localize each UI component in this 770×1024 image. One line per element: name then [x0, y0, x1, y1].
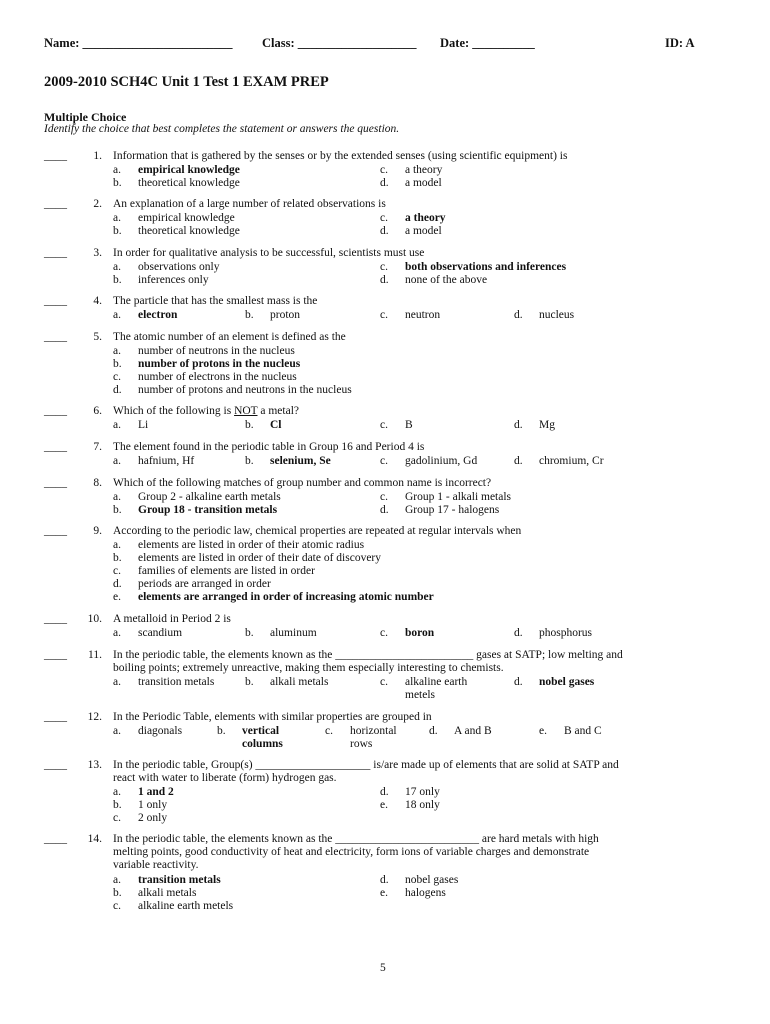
option-text[interactable]: scandium	[138, 627, 183, 639]
option-text[interactable]: metels	[405, 689, 436, 701]
question-stem: Which of the following matches of group number and common name is incorrect?	[113, 477, 492, 489]
option-letter: b.	[113, 552, 122, 564]
option-letter: a.	[113, 627, 121, 639]
option-text[interactable]: rows	[350, 738, 373, 750]
question-stem: The atomic number of an element is defined as the	[113, 331, 346, 343]
option-text[interactable]: Group 18 - transition metals	[138, 504, 278, 516]
option-letter: c.	[113, 900, 121, 912]
option-letter: c.	[113, 371, 121, 383]
option-letter: d.	[380, 504, 389, 516]
option-text[interactable]: neutron	[405, 309, 441, 321]
option-text[interactable]: number of protons and neutrons in the nucleus	[138, 384, 352, 396]
question-number: 5.	[93, 331, 102, 343]
option-text[interactable]: B	[405, 419, 413, 431]
option-letter: a.	[113, 539, 121, 551]
question-stem: The element found in the periodic table in Group 16 and Period 4 is	[113, 441, 425, 453]
option-text[interactable]: chromium, Cr	[539, 455, 604, 467]
option-letter: b.	[245, 627, 254, 639]
answer-blank[interactable]: ____	[44, 525, 67, 537]
answer-blank[interactable]: ____	[44, 759, 67, 771]
name-field-label: Name: ________________________	[44, 36, 233, 50]
option-text[interactable]: selenium, Se	[270, 455, 331, 467]
option-text[interactable]: theoretical knowledge	[138, 177, 240, 189]
option-letter: a.	[113, 309, 121, 321]
option-text[interactable]: alkali metals	[270, 676, 329, 688]
option-letter: d.	[380, 225, 389, 237]
section-instructions: Identify the choice that best completes the statement or answers the question.	[44, 123, 400, 135]
option-text[interactable]: proton	[270, 309, 301, 321]
test-id: ID: A	[665, 36, 695, 50]
option-text[interactable]: none of the above	[405, 274, 488, 286]
option-text[interactable]: elements are arranged in order of increasing atomic number	[138, 591, 434, 603]
question-number: 6.	[93, 405, 102, 417]
question-stem: The particle that has the smallest mass is the	[113, 295, 318, 307]
question-stem: Information that is gathered by the senses or by the extended senses (using scientific equipment) is	[113, 150, 568, 162]
option-letter: d.	[380, 177, 389, 189]
option-letter: a.	[113, 725, 121, 737]
option-letter: c.	[380, 212, 388, 224]
option-text[interactable]: phosphorus	[539, 627, 593, 639]
option-letter: d.	[429, 725, 438, 737]
option-text[interactable]: number of neutrons in the nucleus	[138, 345, 295, 357]
option-text[interactable]: columns	[242, 738, 283, 750]
answer-blank[interactable]: ____	[44, 649, 67, 661]
question-stem: A metalloid in Period 2 is	[113, 613, 231, 625]
option-text[interactable]: observations only	[138, 261, 220, 273]
page-title: 2009-2010 SCH4C Unit 1 Test 1 EXAM PREP	[44, 74, 329, 90]
option-text[interactable]: a model	[405, 225, 442, 237]
stem-fragment: Which of the following is	[113, 405, 235, 417]
option-letter: b.	[245, 419, 254, 431]
option-letter: b.	[113, 225, 122, 237]
option-letter: c.	[380, 261, 388, 273]
option-letter: b.	[113, 504, 122, 516]
option-text[interactable]: both observations and inferences	[405, 261, 567, 273]
option-letter: e.	[113, 591, 121, 603]
question-number: 3.	[93, 247, 102, 259]
option-text[interactable]: hafnium, Hf	[138, 455, 195, 467]
option-text[interactable]: inferences only	[138, 274, 209, 286]
answer-blank[interactable]: ____	[44, 198, 67, 210]
option-letter: b.	[113, 177, 122, 189]
option-text[interactable]: families of elements are listed in order	[138, 565, 315, 577]
option-letter: a.	[113, 786, 121, 798]
option-letter: d.	[380, 786, 389, 798]
answer-blank[interactable]: ____	[44, 441, 67, 453]
question-number: 12.	[87, 711, 102, 723]
option-text[interactable]: Cl	[270, 419, 282, 431]
answer-blank[interactable]: ____	[44, 295, 67, 307]
question-number: 4.	[93, 295, 102, 307]
answer-blank[interactable]: ____	[44, 405, 67, 417]
option-text[interactable]: alkali metals	[138, 887, 197, 899]
option-letter: a.	[113, 212, 121, 224]
option-letter: c.	[380, 309, 388, 321]
option-text[interactable]: nobel gases	[539, 676, 595, 688]
option-text[interactable]: 1 and 2	[138, 786, 174, 798]
question-stem: In the periodic table, the elements known as the _________________________ are hard metals with high	[113, 833, 599, 845]
question-number: 9.	[93, 525, 102, 537]
option-letter: b.	[245, 676, 254, 688]
question-number: 10.	[87, 613, 102, 625]
question-stem: An explanation of a large number of related observations is	[113, 198, 386, 210]
option-text[interactable]: transition metals	[138, 874, 221, 886]
option-letter: e.	[380, 799, 388, 811]
class-field-label: Class: ___________________	[262, 36, 417, 50]
option-text[interactable]: number of electrons in the nucleus	[138, 371, 297, 383]
question-number: 13.	[87, 759, 102, 771]
option-letter: a.	[113, 345, 121, 357]
answer-blank[interactable]: ____	[44, 150, 67, 162]
question-number: 7.	[93, 441, 102, 453]
question-stem: In order for qualitative analysis to be successful, scientists must use	[113, 247, 425, 259]
option-letter: c.	[113, 565, 121, 577]
option-letter: b.	[113, 887, 122, 899]
option-letter: a.	[113, 261, 121, 273]
answer-blank[interactable]: ____	[44, 833, 67, 845]
option-letter: c.	[380, 164, 388, 176]
emphasis-not: NOT	[234, 405, 258, 417]
question-number: 1.	[93, 150, 102, 162]
option-text[interactable]: gadolinium, Gd	[405, 455, 478, 467]
question-stem: According to the periodic law, chemical properties are repeated at regular intervals when	[113, 525, 522, 537]
option-letter: b.	[113, 799, 122, 811]
question-number: 8.	[93, 477, 102, 489]
option-letter: b.	[113, 274, 122, 286]
option-letter: d.	[514, 309, 523, 321]
option-letter: c.	[380, 455, 388, 467]
option-letter: d.	[380, 874, 389, 886]
option-text[interactable]: number of protons in the nucleus	[138, 358, 301, 370]
option-letter: c.	[380, 627, 388, 639]
stem-fragment: a metal?	[257, 405, 300, 417]
option-text[interactable]: Group 2 - alkaline earth metals	[138, 491, 281, 503]
option-letter: d.	[514, 676, 523, 688]
option-letter: d.	[514, 455, 523, 467]
option-text[interactable]: B and C	[564, 725, 602, 737]
option-text[interactable]: electron	[138, 309, 178, 321]
question-stem: In the periodic table, the elements known as the ________________________ gases at SATP; low melting and	[113, 649, 623, 661]
option-letter: a.	[113, 164, 121, 176]
option-letter: a.	[113, 676, 121, 688]
option-text[interactable]: Group 17 - halogens	[405, 504, 500, 516]
option-letter: c.	[380, 419, 388, 431]
question-stem: In the Periodic Table, elements with similar properties are grouped in	[113, 711, 432, 723]
answer-blank[interactable]: ____	[44, 613, 67, 625]
option-text[interactable]: a theory	[405, 212, 446, 224]
page-number: 5	[380, 962, 386, 974]
question-stem: variable reactivity.	[113, 859, 199, 871]
option-letter: c.	[380, 676, 388, 688]
question-number: 14.	[87, 833, 102, 845]
option-letter: e.	[380, 887, 388, 899]
option-text[interactable]: 1 only	[138, 799, 168, 811]
answer-blank[interactable]: ____	[44, 711, 67, 723]
question-stem: In the periodic table, Group(s) ____________________ is/are made up of elements that are solid at SATP and	[113, 759, 619, 771]
question-stem: react with water to liberate (form) hydrogen gas.	[113, 772, 337, 784]
option-text[interactable]: alkaline earth	[405, 676, 468, 688]
option-letter: d.	[380, 274, 389, 286]
date-field-label: Date: __________	[440, 36, 535, 50]
option-text[interactable]: elements are listed in order of their date of discovery	[138, 552, 382, 564]
option-text[interactable]: horizontal	[350, 725, 397, 737]
option-text[interactable]: vertical	[242, 725, 280, 737]
option-letter: d.	[514, 419, 523, 431]
option-text[interactable]: 17 only	[405, 786, 440, 798]
option-letter: c.	[113, 812, 121, 824]
option-text[interactable]: nucleus	[539, 309, 575, 321]
option-text[interactable]: Mg	[539, 419, 555, 431]
option-text[interactable]: a theory	[405, 164, 443, 176]
option-letter: a.	[113, 491, 121, 503]
option-text[interactable]: empirical knowledge	[138, 164, 240, 176]
option-letter: b.	[245, 455, 254, 467]
option-text[interactable]: nobel gases	[405, 874, 459, 886]
option-letter: d.	[113, 384, 122, 396]
option-letter: d.	[514, 627, 523, 639]
option-text[interactable]: Li	[138, 419, 149, 431]
option-letter: c.	[325, 725, 333, 737]
option-text[interactable]: a model	[405, 177, 442, 189]
option-text[interactable]: Group 1 - alkali metals	[405, 491, 512, 503]
option-letter: a.	[113, 419, 121, 431]
option-letter: a.	[113, 455, 121, 467]
option-text[interactable]: 2 only	[138, 812, 168, 824]
option-text[interactable]: theoretical knowledge	[138, 225, 240, 237]
question-number: 2.	[93, 198, 102, 210]
option-text[interactable]: transition metals	[138, 676, 215, 688]
option-letter: b.	[217, 725, 226, 737]
answer-blank[interactable]: ____	[44, 477, 67, 489]
option-text[interactable]: A and B	[454, 725, 492, 737]
option-text[interactable]: diagonals	[138, 725, 183, 737]
answer-blank[interactable]: ____	[44, 331, 67, 343]
question-stem: melting points, good conductivity of heat and electricity, form ions of variable charges and demonstrate	[113, 846, 590, 858]
option-letter: b.	[113, 358, 122, 370]
option-letter: b.	[245, 309, 254, 321]
question-number: 11.	[88, 649, 102, 661]
question-stem: boiling points; extremely unreactive, making them especially interesting to chemists.	[113, 662, 504, 674]
option-text[interactable]: alkaline earth metels	[138, 900, 234, 912]
option-letter: c.	[380, 491, 388, 503]
answer-blank[interactable]: ____	[44, 247, 67, 259]
option-letter: e.	[539, 725, 547, 737]
option-text[interactable]: empirical knowledge	[138, 212, 235, 224]
option-text[interactable]: periods are arranged in order	[138, 578, 271, 590]
option-letter: a.	[113, 874, 121, 886]
option-text[interactable]: elements are listed in order of their atomic radius	[138, 539, 365, 551]
question-stem	[113, 405, 299, 417]
section-heading: Multiple Choice	[44, 110, 127, 124]
option-text[interactable]: halogens	[405, 887, 446, 899]
option-text[interactable]: aluminum	[270, 627, 317, 639]
option-text[interactable]: boron	[405, 627, 435, 639]
option-text[interactable]: 18 only	[405, 799, 440, 811]
option-letter: d.	[113, 578, 122, 590]
